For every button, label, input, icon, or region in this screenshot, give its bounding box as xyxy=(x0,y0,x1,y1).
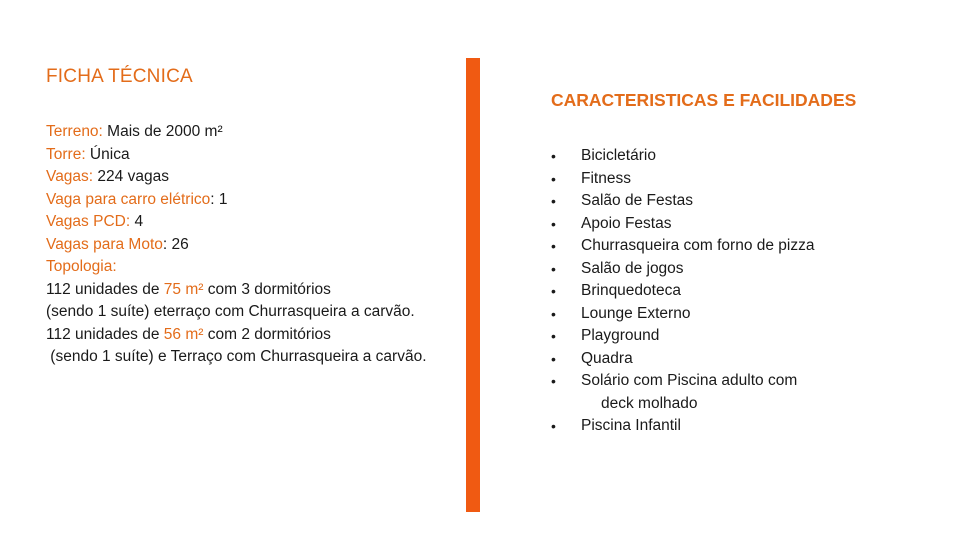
unit1-text-a: 112 unidades de xyxy=(46,280,164,298)
vagas-moto-value: : 26 xyxy=(162,235,189,253)
unit1-line xyxy=(46,279,466,302)
unit2-text-b: com 2 dormitórios xyxy=(203,325,331,343)
list-item xyxy=(551,370,931,415)
list-item-label: Salão de jogos xyxy=(581,259,684,277)
bullet-icon: • xyxy=(551,328,556,344)
list-item xyxy=(551,325,931,348)
torre-line xyxy=(46,144,466,167)
list-item-label: Quadra xyxy=(581,349,633,367)
ficha-tecnica-title: FICHA TÉCNICA xyxy=(46,66,193,87)
vagas-label: Vagas: xyxy=(46,168,94,185)
torre-value: Única xyxy=(85,145,130,163)
bullet-icon: • xyxy=(551,215,556,232)
list-item-label: Bicicletário xyxy=(581,147,656,164)
vagas-line xyxy=(46,166,466,189)
list-item-label: Solário com Piscina adulto com xyxy=(581,372,798,389)
vertical-divider xyxy=(466,58,480,512)
unit1-area: 75 m² xyxy=(163,280,204,298)
list-item-label: Apoio Festas xyxy=(581,214,672,232)
terreno-line xyxy=(46,121,466,144)
unit2-line xyxy=(46,324,466,347)
bullet-icon: • xyxy=(551,193,556,209)
list-item xyxy=(551,235,931,258)
list-item-label: Lounge Externo xyxy=(581,304,691,322)
list-item-label: Fitness xyxy=(581,169,631,187)
caracteristicas-title: CARACTERISTICAS E FACILIDADES xyxy=(551,90,857,110)
list-item-continuation: deck molhado xyxy=(601,394,698,412)
list-item-label: Churrasqueira com forno de pizza xyxy=(581,237,815,254)
terreno-value: Mais de 2000 m² xyxy=(102,123,223,140)
list-item xyxy=(551,280,931,303)
bullet-icon: • xyxy=(551,238,556,254)
unit1-detail-line: (sendo 1 suíte) eterraço com Churrasqueira a carvão. xyxy=(46,303,415,320)
bullet-icon: • xyxy=(551,373,556,389)
unit2-text-a: 112 unidades de xyxy=(46,325,164,343)
list-item xyxy=(551,168,931,191)
topologia-line xyxy=(46,256,466,279)
vagas-pcd-label: Vagas PCD: xyxy=(46,213,131,230)
terreno-label: Terreno: xyxy=(46,123,103,140)
list-item-label: Brinquedoteca xyxy=(581,282,681,299)
list-item xyxy=(551,145,931,168)
vagas-pcd-value: 4 xyxy=(130,213,144,230)
list-item xyxy=(551,190,931,213)
unit2-area: 56 m² xyxy=(163,325,204,343)
bullet-icon: • xyxy=(551,260,556,277)
list-item xyxy=(551,415,931,438)
list-item xyxy=(551,348,931,371)
bullet-icon: • xyxy=(551,350,556,367)
vagas-moto-label: Vagas para Moto xyxy=(46,235,163,253)
vagas-moto-line xyxy=(46,234,466,257)
list-item xyxy=(551,303,931,326)
bullet-icon: • xyxy=(551,305,556,322)
bullet-icon: • xyxy=(551,148,556,164)
facilidades-list xyxy=(551,145,931,438)
unit1-text-b: com 3 dormitórios xyxy=(203,280,331,298)
bullet-icon: • xyxy=(551,283,556,299)
vaga-eletrico-label: Vaga para carro elétrico xyxy=(46,190,211,208)
list-item-label: Salão de Festas xyxy=(581,192,694,209)
bullet-icon: • xyxy=(551,170,556,187)
list-item-label: Piscina Infantil xyxy=(581,417,681,434)
list-item-label: Playground xyxy=(581,327,660,344)
ficha-tecnica-body xyxy=(46,121,466,369)
topologia-label: Topologia: xyxy=(46,258,117,275)
list-item xyxy=(551,258,931,281)
torre-label: Torre: xyxy=(46,145,86,163)
list-item xyxy=(551,213,931,236)
vagas-pcd-line xyxy=(46,211,466,234)
vaga-eletrico-line xyxy=(46,189,466,212)
vagas-value: 224 vagas xyxy=(93,168,169,185)
bullet-icon: • xyxy=(551,418,556,434)
unit2-detail-line: (sendo 1 suíte) e Terraço com Churrasqueira a carvão. xyxy=(46,348,427,365)
vaga-eletrico-value: : 1 xyxy=(210,190,228,208)
